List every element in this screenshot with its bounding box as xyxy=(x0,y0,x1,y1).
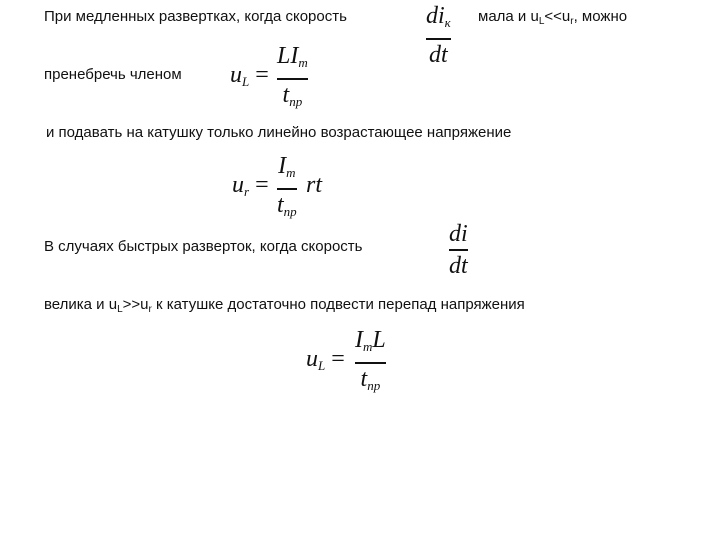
formula-ur-eq: = xyxy=(255,172,269,198)
formula-LIm-num: LI xyxy=(277,43,299,69)
fraction-bar xyxy=(277,188,297,190)
formula-ImL-tpr xyxy=(355,328,386,398)
formula-Im-num-sub: m xyxy=(286,165,296,180)
formula-di-dt xyxy=(449,222,468,278)
text-slow-sweep-intro: При медленных развертках, когда скорость xyxy=(44,8,347,25)
formula-uL-lhs-main: u xyxy=(230,62,242,88)
formula-uL2-lhs-main: u xyxy=(306,346,318,372)
text-line1-sub-L: L xyxy=(538,16,545,27)
fraction-bar xyxy=(449,249,468,251)
formula-uL-eq: = xyxy=(255,62,269,88)
formula-ImL-num-sub: m xyxy=(363,339,373,354)
formula-ImL-num: I xyxy=(355,327,363,353)
formula-uL-lhs xyxy=(230,62,269,90)
formula-di-k-dt xyxy=(426,4,451,67)
text-large-ul-ur xyxy=(44,296,525,319)
formula-di-k-sub: к xyxy=(444,15,451,30)
text-line5-pre: велика и u xyxy=(44,296,118,313)
formula-Im-tpr xyxy=(277,154,297,224)
text-fast-sweep-intro: В случаях быстрых разверток, когда скорость xyxy=(44,238,363,255)
formula-uL2-lhs xyxy=(306,346,345,374)
formula-di-num: di xyxy=(449,221,468,247)
formula-LIm-tpr xyxy=(277,44,308,114)
text-line5-sub-r: r xyxy=(148,304,152,315)
formula-di-den: dt xyxy=(449,252,468,279)
formula-uL-lhs-sub: L xyxy=(242,74,250,89)
formula-di-k-num: di xyxy=(426,3,445,29)
text-line5-sub-L: L xyxy=(117,304,123,315)
formula-LIm-den: t xyxy=(282,81,290,108)
formula-Im-den: t xyxy=(277,191,284,218)
formula-uL2-lhs-sub: L xyxy=(318,358,326,373)
formula-ImL-num-tail: L xyxy=(372,327,386,353)
text-neglect-term: пренебречь членом xyxy=(44,66,182,83)
fraction-bar xyxy=(355,362,386,364)
formula-ur-lhs-main: u xyxy=(232,172,244,198)
text-small-ul-ur xyxy=(478,8,627,31)
formula-LIm-den-sub: пр xyxy=(289,93,303,109)
formula-Im-den-sub: пр xyxy=(283,203,297,219)
formula-uL2-eq: = xyxy=(331,346,345,372)
formula-Im-num: I xyxy=(278,153,287,179)
text-line5-post: к катушке достаточно подвести перепад напряжения xyxy=(151,296,525,313)
fraction-bar xyxy=(426,38,451,40)
fraction-bar xyxy=(277,78,308,80)
text-line1-suffix-pre: мала и u xyxy=(478,8,539,25)
text-line1-sub-r: r xyxy=(570,16,574,27)
formula-ur-lhs xyxy=(232,172,269,200)
text-line1-suffix-mid: <<u xyxy=(544,8,571,25)
formula-LIm-num-sub: m xyxy=(298,55,308,70)
formula-ur-lhs-sub: r xyxy=(244,184,250,199)
formula-ImL-den: t xyxy=(360,365,368,392)
formula-rt: rt xyxy=(306,172,323,198)
text-linear-voltage: и подавать на катушку только линейно возрастающее напряжение xyxy=(46,124,512,141)
formula-ImL-den-sub: пр xyxy=(367,377,381,393)
text-line1-suffix-post: , можно xyxy=(573,8,628,25)
text-line5-mid: >>u xyxy=(122,296,149,313)
formula-di-k-den: dt xyxy=(429,41,448,68)
